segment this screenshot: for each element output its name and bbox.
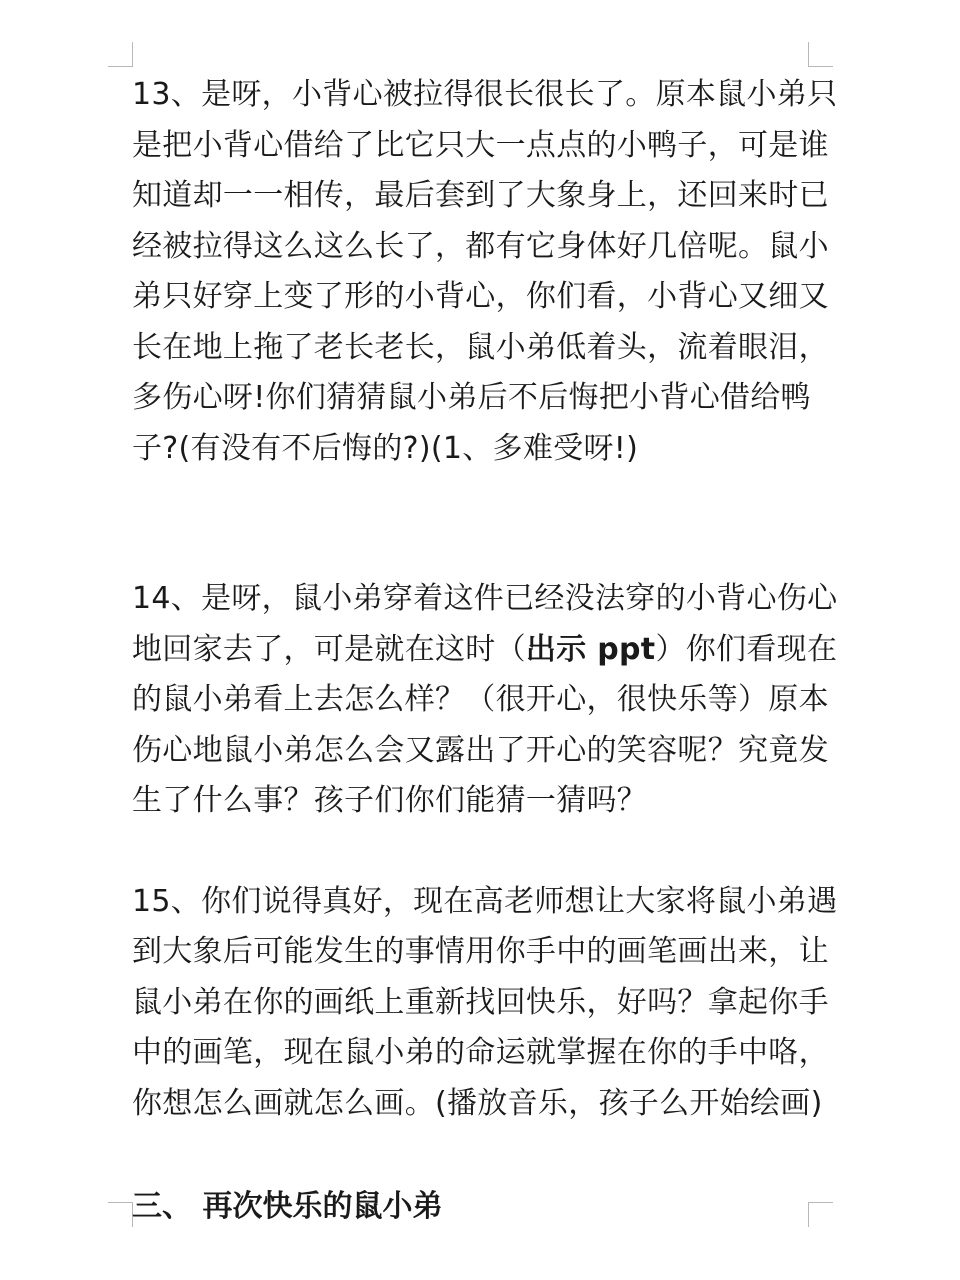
text-span: ）你们看现在 — [655, 631, 838, 667]
text-line: 伤心地鼠小弟怎么会又露出了开心的笑容呢？究竟发 — [132, 732, 829, 768]
paragraph-13 — [132, 70, 838, 474]
paragraph-15 — [132, 877, 838, 1130]
text-line: 子?(有没有不后悔的?)(1、多难受呀!) — [132, 430, 639, 466]
text-line — [132, 625, 838, 676]
text-line: 弟只好穿上变了形的小背心，你们看，小背心又细又 — [132, 279, 829, 314]
text-line: 中的画笔，现在鼠小弟的命运就掌握在你的手中咯， — [132, 1035, 829, 1070]
bold-text-show-ppt: 出示 ppt — [525, 631, 656, 667]
paragraph-14 — [132, 574, 838, 827]
paragraph-spacer — [132, 474, 822, 574]
text-line: 鼠小弟在你的画纸上重新找回快乐，好吗？拿起你手 — [132, 984, 829, 1020]
text-line: 的鼠小弟看上去怎么样？（很开心，很快乐等）原本 — [132, 682, 829, 717]
text-line: 到大象后可能发生的事情用你手中的画笔画出来，让 — [132, 934, 829, 969]
text-span: 地回家去了，可是就在这时（ — [132, 631, 526, 667]
crop-mark-bottom-left — [108, 1202, 133, 1227]
text-line: 你想怎么画就怎么画。(播放音乐，孩子么开始绘画) — [132, 1085, 823, 1121]
text-line: 是把小背心借给了比它只大一点点的小鸭子，可是谁 — [132, 127, 829, 163]
section-heading: 三、 再次快乐的鼠小弟 — [132, 1189, 443, 1224]
text-line: 生了什么事？孩子们你们能猜一猜吗？ — [132, 783, 648, 818]
text-line: 知道却一一相传，最后套到了大象身上，还回来时已 — [132, 178, 829, 213]
crop-mark-top-right — [808, 42, 833, 67]
text-line: 长在地上拖了老长老长，鼠小弟低着头，流着眼泪， — [132, 329, 829, 365]
paragraph-spacer — [132, 827, 822, 877]
text-line: 13、是呀，小背心被拉得很长很长了。原本鼠小弟只 — [132, 77, 838, 112]
crop-mark-top-left — [108, 42, 133, 67]
document-body — [132, 70, 838, 1233]
text-line: 15、你们说得真好，现在高老师想让大家将鼠小弟遇 — [132, 883, 838, 919]
text-line: 14、是呀，鼠小弟穿着这件已经没法穿的小背心伤心 — [132, 581, 838, 616]
paragraph-spacer — [132, 1129, 822, 1182]
text-line: 经被拉得这么这么长了，都有它身体好几倍呢。鼠小 — [132, 228, 829, 264]
text-line: 多伤心呀!你们猜猜鼠小弟后不后悔把小背心借给鸭 — [132, 380, 811, 415]
